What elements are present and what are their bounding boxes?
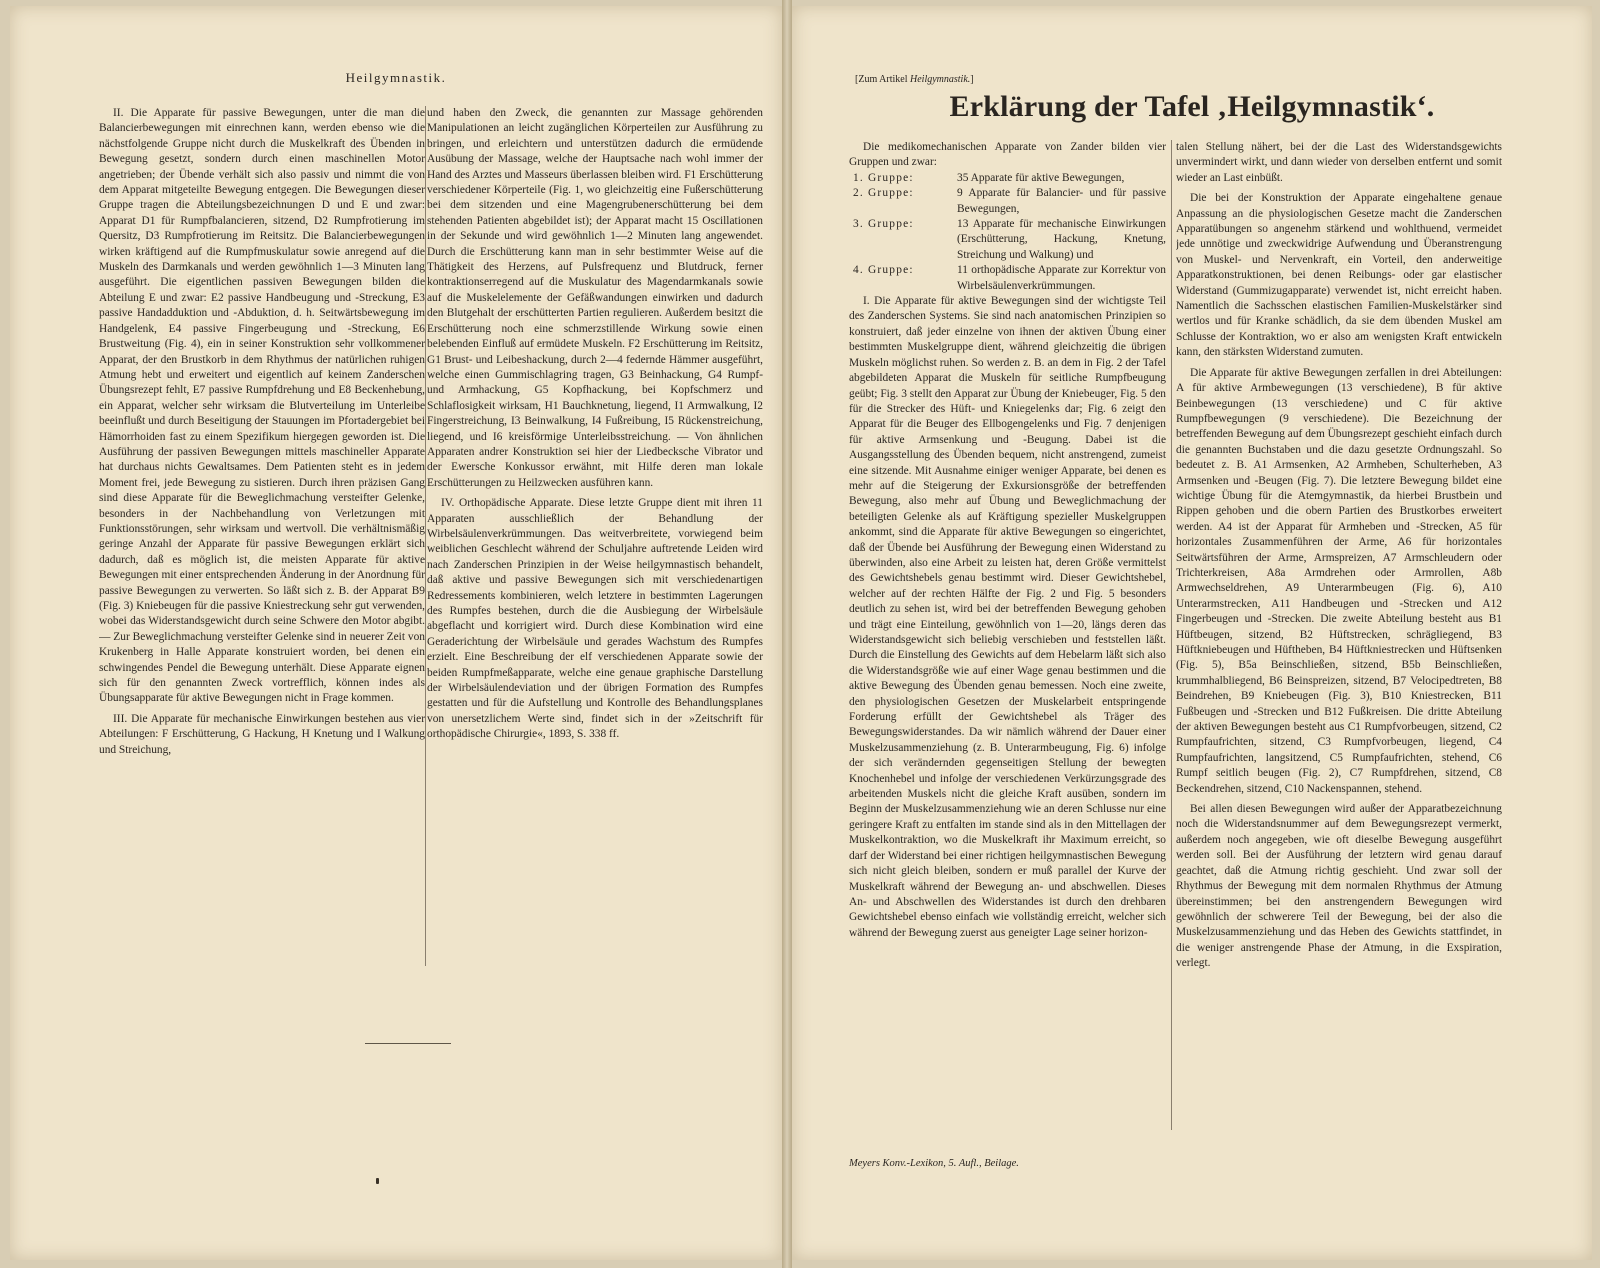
publisher-footer: Meyers Konv.-Lexikon, 5. Aufl., Beilage. [849,1158,1019,1169]
paragraph-continued: talen Stellung nähert, bei der die Last des Widerstandsgewichts unvermindert wirkt, und dann wieder von derselben entfernt und somit wieder an Last einbüßt. [1176,141,1502,184]
paragraph: Bei allen diesen Bewegungen wird außer der Apparatbezeichnung noch die Widerstandsnummer auf dem Bewegungsrezept vermerkt, außerdem noch angegeben, wie oft dieselbe Bewegung ausgeführt werden soll. Bei der Ausführung der letztern wird genau darauf geachtet, daß die Atmung richtig geschieht. Und zwar soll der Rhythmus der Bewegung mit dem normalen Rhythmus der Atmung übereinstimmen; bei den anstrengendern Bewegungen wird gewöhnlich der schwerere Teil der Bewegung, bei der also die Muskelzusammenziehung und das Heben des Gewichts stattfindet, in die weniger anstrengende Phase der Atmung, in die Exspiration, verlegt. [1176,803,1502,970]
end-rule [365,1043,451,1044]
column-divider [425,106,426,966]
paragraph: Die Apparate für aktive Bewegungen zerfallen in drei Abteilungen: A für aktive Armbewegungen (13 verschiedene), B für aktive Beinbewegungen (13 verschiedene) und C für aktive Rumpfbewegungen (9 verschiedene). Die Bezeichnung der betreffenden Bewegung auf dem Übungsrezept geschieht einfach durch die genannten Buchstaben und die dazu gesetzte Ordnungszahl. So bedeutet z. B. A1 Armsenken, A2 Armheben, Schulterheben, A3 Armsenken und -Beugen (Fig. 7). Die letztere Bewegung bildet eine wichtige Übung für die Atemgymnastik, da hierbei Brustbein und Rippen gehoben und die obern Partien des Brustkorbes erweitert werden. A4 ist der Apparat für Armheben und -Strecken, A5 für horizontales Zusammenführen der Arme, A6 für horizontales Seitwärtsführen der Arme, Armspreizen, A7 Armschleudern oder Trichterkreisen, A8a Armdrehen oder Armrollen, A8b Armwechseldrehen, A9 Unterarmbeugen (Fig. 6), A10 Unterarmstrecken, A11 Handbeugen und -Strecken und A12 Fingerbeugen und -Strecken. Die zweite Abteilung besteht aus B1 Hüftbeugen, sitzend, B2 Hüftstrecken, schrägliegend, B3 Hüftkniebeugen und Hüftheben, B4 Hüftkniestrecken und Hüftsenken (Fig. 5), B5a Beinschließen, sitzend, B5b Beinschließen, krummhalbliegend, B6 Beinspreizen, sitzend, B7 Velocipedtreten, B8 Beindrehen, B9 Kniebeugen (Fig. 3), B10 Kniestrecken, B11 Fußbeugen und -Strecken und B12 Fußkreisen. Die dritte Abteilung der aktiven Bewegungen besteht aus C1 Rumpfvorbeugen, sitzend, C2 Rumpfaufrichten, sitzend, C3 Rumpfvorbeugen, liegend, C4 Rumpfaufrichten, langsitzend, C5 Rumpfaufrichten, stehend, C6 Rumpf seitlich beugen (Fig. 2), C7 Rumpfdrehen, sitzend, C8 Beckendrehen, sitzend, C10 Nackenspannen, stehend. [1176,366,1502,795]
intro-paragraph: Die medikomechanischen Apparate von Zander bilden vier Gruppen und zwar: [849,141,1166,169]
ink-mark [376,1178,379,1184]
group-item: 2. Gruppe: 9 Apparate für Balancier- und für passive Bewegungen, [853,187,1166,215]
group-item: 3. Gruppe: 13 Apparate für mechanische Einwirkungen (Erschütterung, Hackung, Knetung, Streichung und Walkung) und [853,218,1166,261]
center-fold [782,0,792,1268]
left-page [10,6,782,1260]
right-page [792,6,1592,1260]
plate-title: Erklärung der Tafel ‚Heilgymnastik‘. [949,90,1435,123]
left-column-2 [427,106,763,986]
right-column-1 [849,140,1166,1136]
section-iii-continued: und haben den Zweck, die genannten zur Massage gehörenden Manipulationen an leicht zugänglichen Körperteilen zur Ausführung zu bringen, und erleichtern und unterstützen dadurch die ermüdende Ausübung der Massage, welche der Hauptsache nach wohl immer der Hand des Arztes und Masseurs überlassen bleiben wird. F1 Erschütterung verschiedener Körperteile (Fig. 1, wo gleichzeitig eine Fußerschütterung bei dem sitzenden und eine Magengrubenerschütterung bei dem stehenden Patienten abgebildet ist); der Apparat macht 15 Oscillationen in der Sekunde und wird gewöhnlich 1—2 Minuten lang angewendet. Durch die Erschütterung kann man in sehr bestimmter Weise auf die Thätigkeit des Herzens, auf Pulsfrequenz und Blutdruck, ferner kontraktionserregend auf die Muskulatur des Magendarmkanals sowie auf die Muskelelemente der Gefäßwandungen einwirken und dadurch den Blutgehalt der erschütterten Partien regulieren. Außerdem besitzt die Erschütterung noch eine schmerzstillende Wirkung sowie einen belebenden Einfluß auf ermüdete Muskeln. F2 Erschütterung im Reitsitz, G1 Brust- und Leibeshackung, durch 2—4 federnde Hämmer ausgeführt, welche einen Gummischlagring tragen, G3 Beinhackung, G4 Rumpf- und Armhackung, G5 Kopfhackung, bei Kopfschmerz und Schlaflosigkeit wirksam, H1 Bauchknetung, liegend, I1 Armwalkung, I2 Fingerstreichung, I3 Beinwalkung, I4 Fußreibung, I5 Rückenstreichung, liegend, und I6 kreisförmige Unterleibsstreichung. — Von ähnlichen Apparaten andrer Konstruktion sei hier der Liedbecksche Vibrator und der Ewersche Konkussor erwähnt, mit Hilfe deren man lokale Erschütterungen zu Heilzwecken ausführen kann. [427,107,763,489]
paragraph: Die bei der Konstruktion der Apparate eingehaltene genaue Anpassung an die physiologischen Gesetze macht die Zanderschen Apparatübungen so angenehm stärkend und wohlthuend, vermeidet jede unnötige und zweckwidrige Aufwendung und Überanstrengung von Muskel- und Nervenkraft, ein Vorteil, den anderweitige Apparatkonstruktionen, bei denen Reibungs- oder gar elastischer Widerstand (Gummizugapparate) verwendet ist, nicht erreicht haben. Namentlich die Sachsschen elastischen Familien-Muskelstärker sind wertlos und für Kranke schädlich, da sie dem übenden Muskel am Schlusse der Kontraktion, wo er also am wenigsten Kraft entwickeln kann, den stärksten Widerstand zumuten. [1176,192,1502,359]
left-column-1 [99,106,425,986]
section-i-paragraph: I. Die Apparate für aktive Bewegungen sind der wichtigste Teil des Zanderschen Systems. Sie sind nach anatomischen Prinzipien so konstruiert, daß jeder einzelne von ihnen der aktiven Übung einer bestimmten Muskelgruppe dient, während gleichzeitig die übrigen Muskeln möglichst ruhen. So werden z. B. an dem in Fig. 2 der Tafel abgebildeten Apparat die Muskeln für seitliche Rumpfbeugung geübt; Fig. 3 stellt den Apparat zur Übung der Kniebeuger, Fig. 5 den für die Strecker des Hüft- und Kniegelenks dar; Fig. 6 zeigt den Apparat für die Beuger des Ellbogengelenks und Fig. 7 denjenigen für aktive Armsenkung und -Beugung. Dabei ist die Ausgangsstellung des Übenden bequem, nicht anstrengend, zumeist eine sitzende. Mit Ausnahme einiger weniger Apparate, bei denen es mehr auf die Steigerung der Exkursionsgröße der betreffenden Bewegung, also mehr auf Übung und Beweglichmachung der beteiligten Gelenke als auf Kräftigung spezieller Muskelgruppen ankommt, sind die Apparate für aktive Bewegungen so eingerichtet, daß der Übende bei Ausführung der Bewegung einen Widerstand zu überwinden, also eine Arbeit zu leisten hat, deren Größe vermittelst des Gewichtshebels genau bestimmt wird. Dieser Gewichtshebel, welcher auf der rechten Hälfte der Fig. 2 und Fig. 5 besonders deutlich zu sehen ist, wird bei der betreffenden Bewegung gehoben und trägt eine Einteilung, gewöhnlich von 1—20, längs deren das Widerstandsgewicht sich beliebig verschieben und feststellen läßt. Durch die Einstellung des Gewichts auf dem Hebelarm läßt sich also die Widerstandsgröße wie auf einer Wage genau bestimmen und die aktive Bewegung des Übenden genau bemessen. Noch eine zweite, den physiologischen Gesetzen der Muskelarbeit entspringende Forderung erfüllt der Gewichtshebel als Träger des Bewegungswiderstandes. Da wir nämlich während der Dauer einer Muskelzusammenziehung (z. B. Unterarmbeugung, Fig. 6) infolge der sich verändernden gegenseitigen Stellung der bewegten Knochenhebel und infolge der verschiedenen Verkürzungsgrade des arbeitenden Muskels nicht die gleiche Kraft ausüben, sondern im Beginn der Muskelzusammenziehung wie an deren Schlusse nur eine geringere Kraft zu entfalten im stande sind als in den Mittellagen der Muskelkontraktion, wo die Muskelkraft ihr Maximum erreicht, so darf der Widerstand bei einer richtigen heilgymnastischen Bewegung sich nicht gleich bleiben, sondern er muß parallel der Kurve der Muskelkraft während der Bewegung an- und abschwellen. Dieses An- und Abschwellen des Widerstandes ist durch den drehbaren Gewichtshebel ebenso einfach wie vollständig erreicht, welcher sich während der Bewegung zuerst aus geneigter Lage seiner horizon- [849,295,1166,939]
group-item: 1. Gruppe: 35 Apparate für aktive Bewegungen, [853,171,1125,184]
section-iii-paragraph: III. Die Apparate für mechanische Einwirkungen bestehen aus vier Abteilungen: F Erschütterung, G Hackung, H Knetung und I Walkung und Streichung, [99,712,425,756]
group-item: 4. Gruppe: 11 orthopädische Apparate zur Korrektur von Wirbelsäulenverkrümmungen. [853,264,1166,292]
article-reference: [Zum Artikel Heilgymnastik.] [855,74,974,85]
right-column-2 [1176,140,1502,1136]
running-head: Heilgymnastik. [345,70,447,85]
column-divider [1171,140,1172,1130]
section-ii-paragraph: II. Die Apparate für passive Bewegungen, unter die man die Balancierbewegungen mit einrechnen kann, werden ebenso wie die nächstfolgende Gruppe nicht durch die Muskelkraft des Übenden in Bewegung gesetzt, sondern durch einen maschinellen Motor angetrieben; der Übende verhält sich also passiv und nimmt die von dem Apparat mitgeteilte Bewegung entgegen. Die Bewegungen dieser Gruppe tragen die Abteilungsbezeichnungen D und E und zwar: Apparat D1 für Rumpfbalancieren, sitzend, D2 Rumpfrotierung im Quersitz, D3 Rumpfrotierung im Reitsitz. Die Balancierbewegungen wirken kräftigend auf die Rumpfmuskulatur sowie anregend auf die Muskeln des Darmkanals und werden gewöhnlich 1—3 Minuten lang ausgeführt. Die eigentlichen passiven Bewegungen bilden die Abteilung E und zwar: E2 passive Handbeugung und -Streckung, E3 passive Handadduktion und -Abduktion, d. h. Seitwärtsbewegung im Handgelenk, E4 passive Fingerbeugung und -Streckung, E6 Brustweitung (Fig. 4), ein in seiner Konstruktion sehr vollkommener Apparat, der den Brustkorb in dem Rhythmus der natürlichen ruhigen Atmung hebt und erweitert und eigentlich auf keinem Zanderschen Übungsrezept fehlt, E7 passive Rumpfdrehung und E8 Beckenhebung, ein Apparat, welcher sehr wirksam die Blutverteilung im Unterleibe beeinflußt und durch Beseitigung der Stauungen im Pfortadergebiet bei Hämorrhoiden fast zu einem Spezifikum hiergegen geworden ist. Die Ausführung der passiven Bewegungen mittels maschineller Apparate hat durchaus nichts Gewaltsames. Dem Patienten steht es in jedem Moment frei, jede Bewegung zu sistieren. Durch ihren präzisen Gang sind diese Apparate für die Beweglichmachung versteifter Gelenke, besonders in der Nachbehandlung von Verletzungen mit Funktionsstörungen, sehr wirksam und wertvoll. Die verhältnismäßig geringe Anzahl der Apparate für passive Bewegungen erklärt sich dadurch, daß es möglich ist, die meisten Apparate für aktive Bewegungen mit einer entsprechenden Änderung in der Anordnung für passive Bewegungen zu verwerten. So läßt sich z. B. der Apparat B9 (Fig. 3) Kniebeugen für die passive Kniestreckung sehr gut verwenden, wobei das Widerstandsgewicht durch seine Schwere den Motor abgibt. — Zur Beweglichmachung versteifter Gelenke sind in neuerer Zeit von Krukenberg in Halle Apparate konstruiert worden, bei denen ein schwingendes Pendel die Bewegung unterhält. Diese Apparate eignen sich für den genannten Zweck vortrefflich, können indes als Übungsapparate für aktive Bewegungen nicht in Frage kommen. [99,107,425,705]
section-iv-paragraph: IV. Orthopädische Apparate. Diese letzte Gruppe dient mit ihren 11 Apparaten ausschließlich der Behandlung der Wirbelsäulenverkrümmungen. Das weitverbreitete, vorwiegend beim weiblichen Geschlecht während der Schuljahre auftretende Leiden wird nach Zanderschen Prinzipien in der Weise heilgymnastisch behandelt, daß aktive und passive Bewegungen sich mit verschiedenartigen Redressements kombinieren, welch letztere in bestimmten Lagerungen des Rumpfes bestehen, durch die die Ausbiegung der Wirbelsäule abgeflacht und korrigiert wird. Durch diese Kombination wird eine Geraderichtung der Wirbelsäule und gerades Wachstum des Rumpfes erzielt. Eine Beschreibung der elf verschiedenen Apparate sowie der beiden Rumpfmeßapparate, welche eine genaue graphische Darstellung der Wirbelsäulendeviation und der übrigen Formation des Rumpfes gestatten und für die Aufstellung und Kontrolle des Behandlungsplanes von unersetzlichem Werte sind, findet sich in der »Zeitschrift für orthopädische Chirurgie«, 1893, S. 338 ff. [427,497,763,741]
